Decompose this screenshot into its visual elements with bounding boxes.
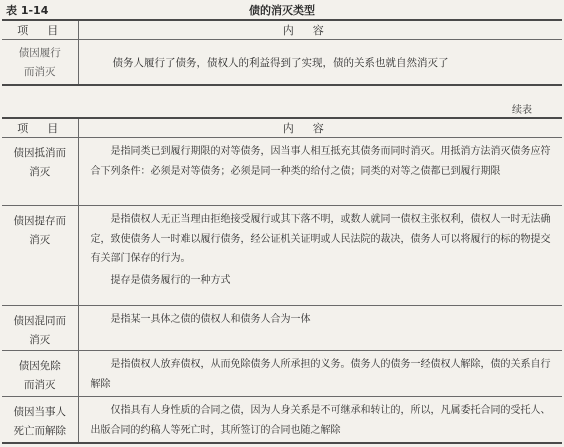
row-content xyxy=(78,40,562,86)
row-content xyxy=(78,138,562,206)
row-item: 债因混同而 消灭 xyxy=(2,306,78,351)
row-content xyxy=(78,397,562,444)
header-item: 项 目 xyxy=(2,118,78,138)
continued-table-label: 续表 xyxy=(512,105,532,116)
table-number: 表 1-14 xyxy=(6,4,49,17)
table-row xyxy=(2,397,562,444)
debt-extinction-table-part1 xyxy=(2,19,562,86)
table-header-row xyxy=(2,118,562,138)
row-item: 债因当事人 死亡而解除 xyxy=(2,397,78,444)
row-content-text: 是指债权人放弃债权，从而免除债务人所承担的义务。债务人的债务一经债权人解除，债的关系自行解除 xyxy=(90,359,551,390)
row-content xyxy=(78,351,562,397)
table-row xyxy=(2,138,562,206)
table-row xyxy=(2,351,562,397)
header-content: 内 容 xyxy=(78,20,562,40)
header-content: 内 容 xyxy=(78,118,562,138)
row-content-text: 是指同类已到履行期限的对等债务，因当事人相互抵充其债务而同时消灭。用抵消方法消灭债务应符合下列条件：必须是对等债务；必须是同一种类的给付之债；同类的对等之债都已到履行期限 xyxy=(90,146,551,177)
row-item: 债因抵消而 消灭 xyxy=(2,138,78,206)
debt-extinction-table-part2 xyxy=(2,117,562,444)
row-content-text: 是指债权人无正当理由拒绝接受履行或其下落不明，或数人就同一债权主张权利，债权人一时无法确定，致使债务人一时难以履行债务，经公证机关证明或人民法院的裁决，债务人可以将履行的标的物提交有关部门保存的行为。 xyxy=(90,214,551,264)
row-item: 债因提存而 消灭 xyxy=(2,206,78,306)
row-content xyxy=(78,306,562,351)
header-item: 项 目 xyxy=(2,20,78,40)
table-title: 债的消灭类型 xyxy=(249,4,315,17)
table-header-row xyxy=(2,20,562,40)
row-content xyxy=(78,206,562,306)
table-row xyxy=(2,40,562,86)
row-content-text: 仅指具有人身性质的合同之债，因为人身关系是不可继承和转让的，所以，凡属委托合同的受托人、出版合同的约稿人等死亡时，其所签订的合同也随之解除 xyxy=(90,405,551,436)
table-row xyxy=(2,206,562,306)
row-item: 债因履行 而消灭 xyxy=(2,40,78,86)
row-item: 债因免除 而消灭 xyxy=(2,351,78,397)
row-note-text: 提存是债务履行的一种方式 xyxy=(110,274,231,286)
row-content-text: 债务人履行了债务，债权人的利益得到了实现，债的关系也就自然消灭了 xyxy=(112,56,449,69)
table-caption xyxy=(6,2,558,18)
table-row xyxy=(2,306,562,351)
row-content-text: 是指某一具体之债的债权人和债务人合为一体 xyxy=(110,314,311,325)
